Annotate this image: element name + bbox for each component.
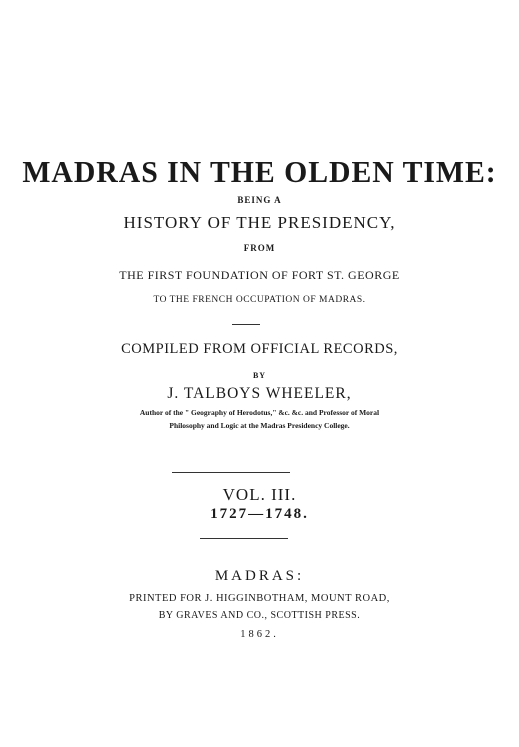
imprint-printed-for: PRINTED FOR J. HIGGINBOTHAM, MOUNT ROAD, <box>129 593 390 604</box>
volume-number: VOL. III. <box>222 485 297 504</box>
imprint-printer: BY GRAVES AND CO., SCOTTISH PRESS. <box>158 610 361 621</box>
divider-below-volume <box>200 538 288 539</box>
imprint-place: MADRAS: <box>214 568 305 584</box>
author-name: J. TALBOYS WHEELER, <box>167 385 352 402</box>
imprint-year: 1862. <box>240 629 279 640</box>
subtitle-history: HISTORY OF THE PRESIDENCY, <box>123 213 396 232</box>
being-a-label: BEING A <box>237 195 282 205</box>
author-description-line-2: Philosophy and Logic at the Madras Presidency College. <box>169 421 350 430</box>
subtitle-french-occupation: TO THE FRENCH OCCUPATION OF MADRAS. <box>153 295 366 305</box>
author-description-line-1: Author of the " Geography of Herodotus," &c. &c. and Professor of Moral <box>139 408 380 417</box>
subtitle-first-foundation: THE FIRST FOUNDATION OF FORT ST. GEORGE <box>119 268 400 282</box>
short-divider <box>232 324 260 325</box>
compiled-from-records: COMPILED FROM OFFICIAL RECORDS, <box>121 341 398 357</box>
volume-years: 1727—1748. <box>210 506 309 522</box>
from-label: FROM <box>243 243 276 253</box>
divider-above-volume <box>172 472 290 473</box>
by-label: BY <box>252 371 267 380</box>
main-title: MADRAS IN THE OLDEN TIME: <box>22 154 497 189</box>
